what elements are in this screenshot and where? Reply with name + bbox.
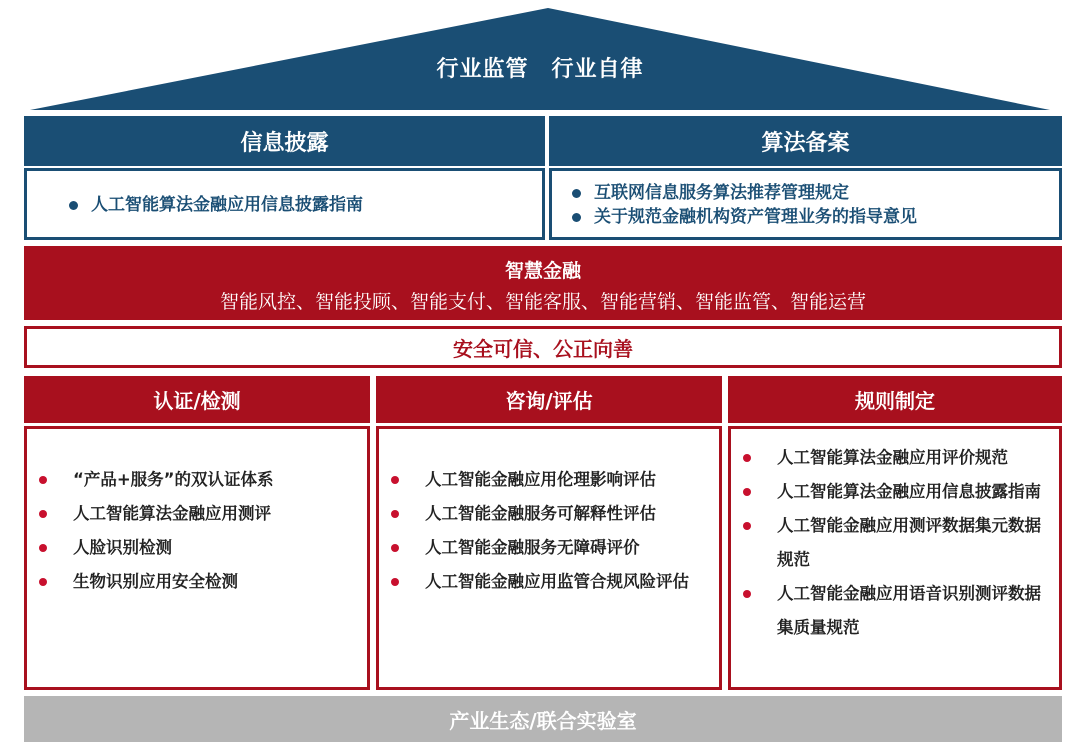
safe-band: 安全可信、公正向善	[24, 326, 1062, 368]
filing-item: 关于规范金融机构资产管理业务的指导意见	[566, 205, 1059, 229]
smart-finance-title: 智慧金融	[504, 260, 581, 282]
list-item: 人工智能算法金融应用信息披露指南	[731, 475, 1059, 509]
disclosure-header: 信息披露	[24, 116, 545, 166]
column-header-certification: 认证/检测	[24, 376, 370, 423]
filing-item: 互联网信息服务算法推荐管理规定	[566, 181, 1059, 205]
roof-title: 行业监管 行业自律	[436, 57, 644, 82]
column-panel-consulting	[376, 426, 722, 690]
list-item: 人工智能金融服务无障碍评价	[379, 531, 719, 565]
column-header-rulemaking: 规则制定	[728, 376, 1062, 423]
list-item: 人工智能金融服务可解释性评估	[379, 497, 719, 531]
list-item: 人工智能金融应用伦理影响评估	[379, 463, 719, 497]
filing-panel	[549, 168, 1062, 240]
ecosystem-band: 产业生态/联合实验室	[24, 696, 1062, 742]
column-panel-rulemaking	[728, 426, 1062, 690]
column-header-consulting: 咨询/评估	[376, 376, 722, 423]
smart-finance-band	[24, 246, 1062, 320]
list-item: 生物识别应用安全检测	[27, 565, 367, 599]
list-item: 人工智能算法金融应用测评	[27, 497, 367, 531]
list-item: 人工智能金融应用语音识别测评数据集质量规范	[731, 577, 1059, 645]
list-item: 人工智能算法金融应用评价规范	[731, 441, 1059, 475]
filing-header: 算法备案	[549, 116, 1062, 166]
column-panel-certification	[24, 426, 370, 690]
list-item: 人工智能金融应用监管合规风险评估	[379, 565, 719, 599]
list-item: 人工智能金融应用测评数据集元数据规范	[731, 509, 1059, 577]
list-item: “产品+服务”的双认证体系	[27, 463, 367, 497]
disclosure-item: 人工智能算法金融应用信息披露指南	[63, 193, 542, 217]
smart-finance-subtitle: 智能风控、智能投顾、智能支付、智能客服、智能营销、智能监管、智能运营	[219, 291, 866, 313]
list-item: 人脸识别检测	[27, 531, 367, 565]
disclosure-panel	[24, 168, 545, 240]
